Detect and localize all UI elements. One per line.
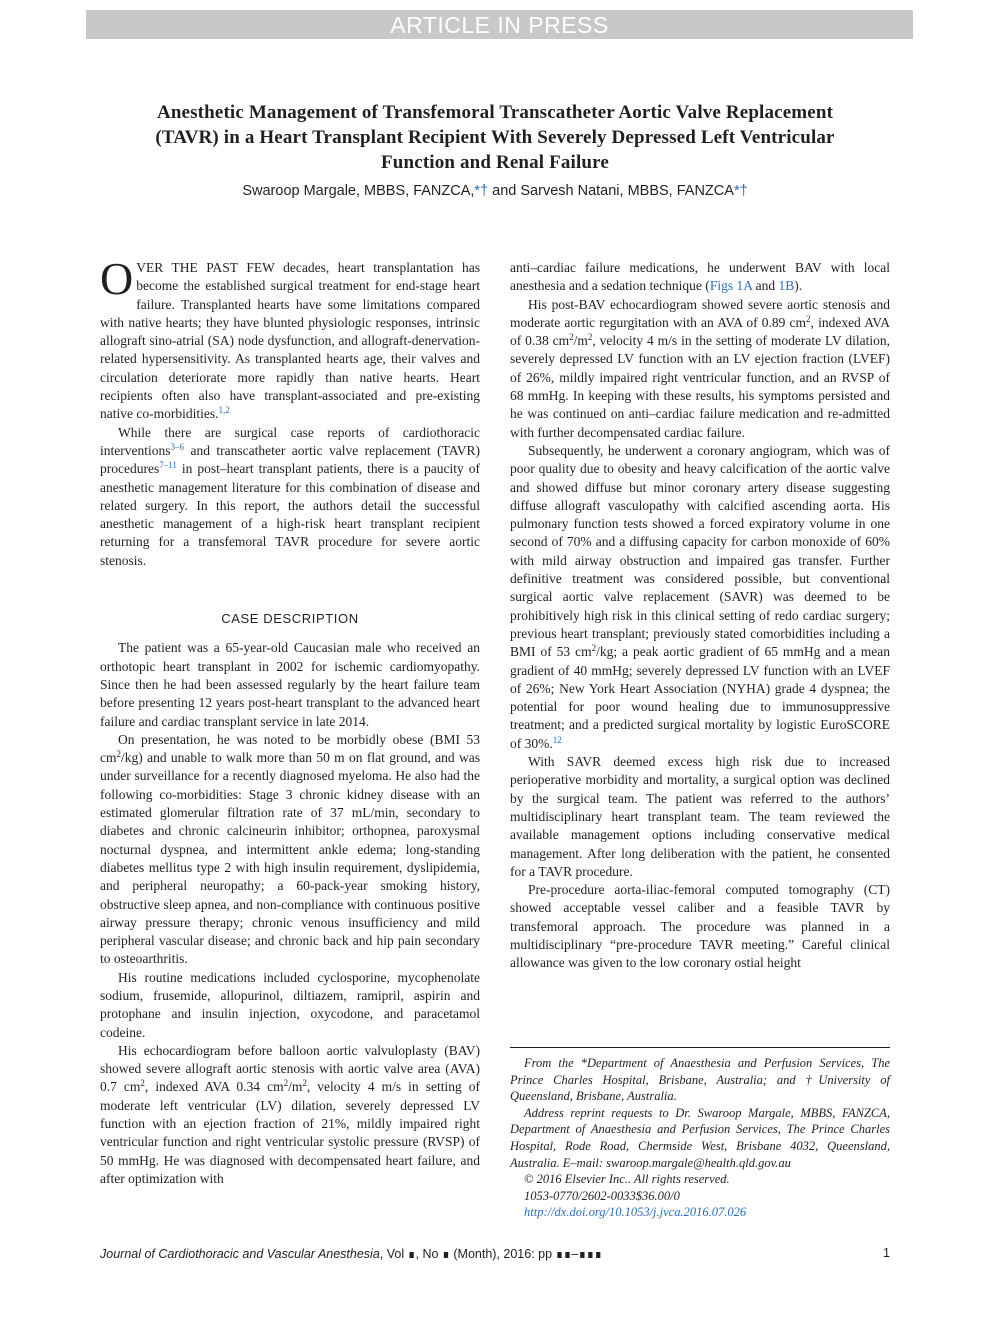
body-paragraph: Pre-procedure aorta-iliac-femoral computed tomography (CT) showed acceptable vessel caliber and a feasible TAVR by transfemoral approach. The procedure was planned in a multidisciplinary “pre-procedure TAVR meeting.” Careful clinical allowance was given to the low coronary ostial height [510,882,890,971]
reprint-note: Address reprint requests to Dr. Swaroop Margale, MBBS, FANZCA, Department of Anaesthesia and Perfusion Services, The Prince Charles Hospital, Rode Road, Chermside West, Brisbane 4032, Queensland, Australia. E–mail: swaroop.margale@health.qld.gov.au [510,1105,890,1170]
text: His post-BAV echocardiogram showed severe aortic stenosis and moderate aortic regurgitation with an AVA of 0.89 cm [510,296,890,330]
body-paragraph [510,442,890,753]
text: While there are surgical case reports of cardiothoracic interventions [100,424,480,458]
text: , indexed AVA 0.34 cm [144,1079,284,1095]
text: and [752,278,779,294]
article-in-press-banner: ARTICLE IN PRESS [86,10,913,39]
superscript: 2 [116,749,121,760]
text: /kg; a peak aortic gradient of 65 mmHg and a mean gradient of 40 mmHg; severely depressed LV function with an LVEF of 26%; New York Heart Association (NYHA) grade 4 dyspnea; the potential for poor wound healing due to immunosuppressive treatment; and a predicted surgical mortality by logistic EuroSCORE of 30%. [510,644,890,751]
body-paragraph: With SAVR deemed excess high risk due to increased perioperative morbidity and mortality, a surgical option was declined by the surgical team. The patient was referred to the authors’ multidisciplinary heart transplant team. The team reviewed the available management options including conservative medical management. After long deliberation with the patient, he consented for a TAVR procedure. [510,754,890,879]
body-paragraph [510,296,890,442]
figure-link[interactable]: Figs 1A [709,278,753,294]
text: /m [573,333,588,349]
text: /m [288,1079,303,1095]
article-title [100,100,890,175]
case-paragraph: His routine medications included cyclosporine, mycophenolate sodium, frusemide, allopurinol, diltiazem, ramipril, aspirin and protophane and insulin injection, oxycodone, and paracetamol codeine. [100,969,480,1040]
author-1-affiliation-link[interactable]: *† [474,183,489,199]
footnote-divider [510,1047,890,1048]
reference-link[interactable]: 1,2 [218,405,230,416]
intro-text: decades, heart transplantation has become the established surgical treatment for end-stage heart failure. Transplanted hearts have some limitations compared with native hearts; they have blunted physiologic responses, intrinsic allograft sino-atrial (SA) node dysfunction, and allograft-denervation-related hypersensitivity. As transplanted hearts age, their valves and circulation deteriorate more rapidly than native hearts. Heart recipients often also have transplant-associated and pre-existing native co-morbidities. [100,260,480,422]
superscript: 2 [569,332,574,343]
reference-link[interactable]: 12 [552,734,562,745]
author-conjunction: and [488,183,521,199]
title-line: (TAVR) in a Heart Transplant Recipient With Severely Depressed Left Ventricular [155,127,835,148]
text: ). [794,278,803,294]
text: /kg) and unable to walk more than 50 m on flat ground, and was under surveillance for a recently diagnosed myeloma. He also had the following co-morbidities: Stage 3 chronic kidney disease with an estimated glomerular filtration rate of 37 mL/min, secondary to diabetes and chronic calcineurin inhibitor; orthopnea, paroxysmal nocturnal dyspnea, and intermittent ankle edema; long-standing diabetes mellitus type 2 with high insulin requirement, dyslipidemia, and peripheral neuropathy; a 60-pack-year smoking history, obstructive sleep apnea, and non-compliance with continuous positive airway pressure therapy; chronic venous insufficiency and mild peripheral vascular disease; and chronic back and hip pain secondary to osteoarthritis. [100,750,480,967]
section-heading-case-description: CASE DESCRIPTION [221,611,359,627]
intro-paragraph-2 [100,424,480,570]
superscript: 2 [140,1078,145,1089]
page-footer [100,1246,890,1261]
text: , indexed AVA of 0.38 cm [510,314,890,349]
right-column [510,259,890,973]
author-1: Swaroop Margale, MBBS, FANZCA, [242,183,475,199]
superscript: 2 [591,643,597,654]
text: On presentation, he was noted to be morbidly obese (BMI 53 cm [100,731,480,766]
page-number: 1 [883,1246,890,1260]
case-paragraph: The patient was a 65-year-old Caucasian male who received an orthotopic heart transplant in 2002 for ischemic cardiomyopathy. Since then he had been assessed regularly by the heart failure team before presenting 12 years post-heart transplant to the advanced heart failure and cardiac transplant service in late 2014. [100,640,480,729]
text: , velocity 4 m/s in setting of moderate left ventricular (LV) dilation, severely depressed LV function with an ejection fraction of 21%, mildly impaired right ventricular function and right ventricular systolic pressure (RVSP) of 50 mmHg. He was diagnosed with decompensated heart failure, and after optimization with [100,1079,480,1186]
body-paragraph [510,259,890,296]
doi-link[interactable]: http://dx.doi.org/10.1053/j.jvca.2016.07.026 [524,1205,747,1220]
superscript: 2 [587,332,593,343]
text: anti–cardiac failure medications, he underwent BAV with local anesthesia and a sedation technique ( [510,260,890,294]
author-2-affiliation-link[interactable]: *† [733,183,748,199]
drop-cap: O [100,253,134,304]
author-line [100,183,890,199]
case-paragraph [100,731,480,969]
text: and transcatheter aortic valve replacement (TAVR) procedures [100,442,480,477]
intro-lead-caps: VER THE PAST FEW [136,260,275,275]
superscript: 2 [283,1078,289,1089]
text: Subsequently, he underwent a coronary angiogram, which was of poor quality due to obesity and heavy calcification of the aortic valve and showed diffuse but minor coronary artery disease suggesting diffuse allograft vasculopathy with calcified ascending aorta. His pulmonary function tests showed a forced expiratory volume in one second of 70% and a diffusing capacity for carbon monoxide of 60% with mild airway obstruction and impaired gas transfer. Further definitive treatment was considered possible, but conventional surgical aortic valve replacement (SAVR) was deemed to be prohibitively high risk in this clinical setting of redo cardiac surgery; previous heart transplant; previously stated comorbidities including a BMI of 53 cm [510,442,890,660]
journal-name: Journal of Cardiothoracic and Vascular Anesthesia [100,1247,380,1261]
left-column [100,253,480,1188]
intro-paragraph [100,253,480,424]
copyright-note: © 2016 Elsevier Inc.. All rights reserved. [524,1172,730,1187]
reference-link[interactable]: 3–6 [170,441,184,452]
superscript: 2 [302,1078,307,1089]
text: , velocity 4 m/s in the setting of moderate LV dilation, severely depressed LV function with an LV ejection fraction (LVEF) of 26%, mildly impaired right ventricular function, and an RVSP of 68 mmHg. In keeping with these results, his symptoms persisted and he was continued on anti–cardiac failure medication and re-admitted with further decompensated cardiac failure. [510,333,890,440]
figure-link[interactable]: 1B [778,278,795,294]
affiliation-note: From the *Department of Anaesthesia and Perfusion Services, The Prince Charles Hospital, Brisbane, Australia; and †University of Queensland, Brisbane, Australia. [510,1056,890,1104]
footnotes [510,1055,890,1221]
case-paragraph [100,1042,480,1188]
superscript: 2 [806,313,811,324]
text: in post–heart transplant patients, there is a paucity of anesthetic management literature for this combination of disease and related surgery. In this report, the authors detail the successful anesthetic management of a high-risk heart transplant recipient returning for a transfemoral TAVR procedure for severe aortic stenosis. [100,461,480,568]
title-line: Anesthetic Management of Transfemoral Transcatheter Aortic Valve Replacement [156,102,834,123]
title-line: Function and Renal Failure [381,152,609,173]
author-2: Sarvesh Natani, MBBS, FANZCA [520,183,734,199]
issn-note: 1053-0770/2602-0033$36.00/0 [524,1188,680,1203]
text: His echocardiogram before balloon aortic valvuloplasty (BAV) showed severe allograft aortic stenosis with aortic valve area (AVA) 0.7 cm [100,1042,480,1095]
issue-info: , Vol ∎, No ∎ (Month), 2016: pp ∎∎–∎∎∎ [379,1247,603,1261]
reference-link[interactable]: 7–11 [159,460,177,471]
